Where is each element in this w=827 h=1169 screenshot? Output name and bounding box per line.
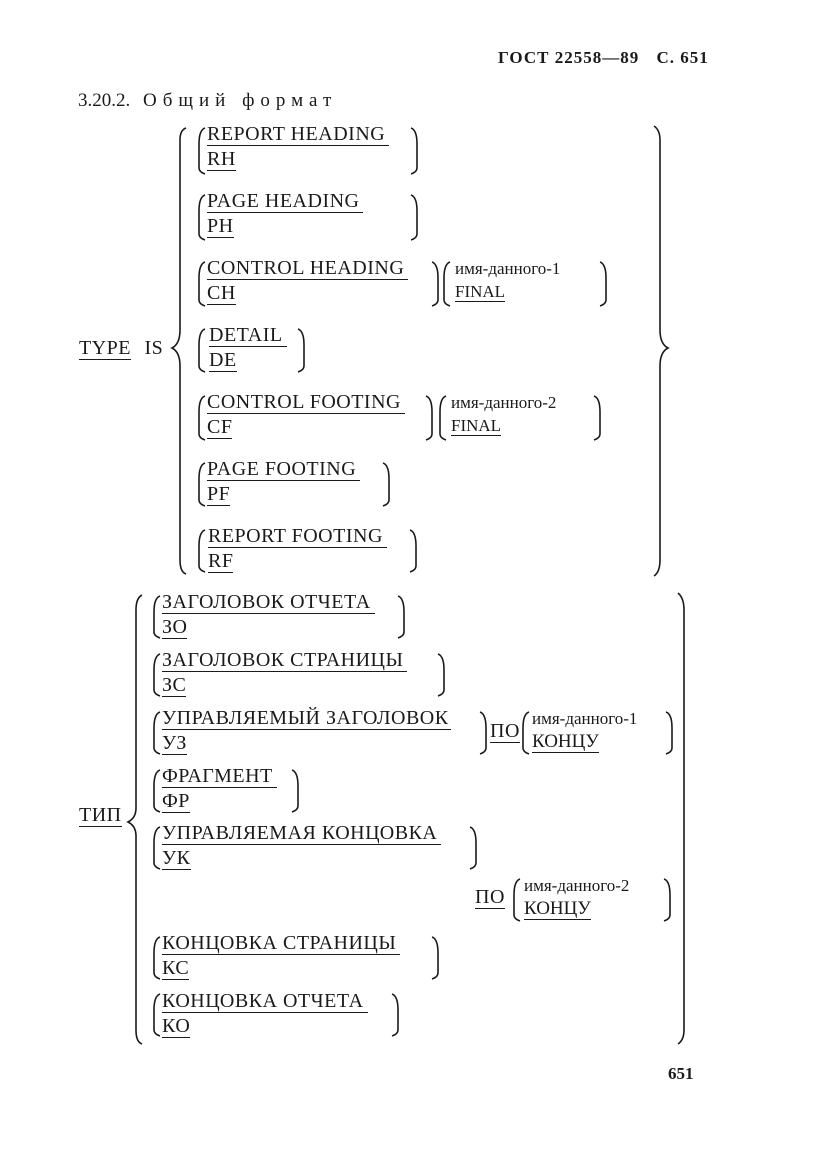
standard-number: ГОСТ 22558—89 [498, 48, 640, 67]
section-number: 3.20.2. [78, 90, 131, 111]
page-reference: С. 651 [656, 48, 709, 67]
ru-group-report-heading [162, 591, 375, 638]
ru-long-keyword: КОНЦОВКА СТРАНИЦЫ [162, 932, 400, 955]
ru-long-keyword: ФРАГМЕНТ [162, 765, 277, 788]
ru-group-page-heading [162, 649, 407, 696]
en-long-keyword: CONTROL FOOTING [207, 391, 405, 414]
ru-group-page-footing [162, 932, 400, 979]
en-short-keyword: RH [207, 148, 236, 170]
en-group-control-heading [207, 257, 408, 304]
en-short-keyword: RF [208, 550, 234, 572]
tip-keyword: ТИП [79, 804, 122, 826]
en-option-control-footing [451, 393, 556, 436]
ru-po-keyword-1: ПО [490, 720, 520, 742]
en-long-keyword: REPORT HEADING [207, 123, 389, 146]
is-keyword: IS [144, 337, 164, 359]
en-short-keyword: PF [207, 483, 231, 505]
type-keyword: TYPE [79, 337, 131, 359]
en-option-data-name: имя-данного-2 [451, 393, 557, 412]
ru-group-control-heading [162, 707, 451, 754]
en-short-keyword: CF [207, 416, 233, 438]
ru-option-end: КОНЦУ [524, 898, 591, 919]
en-option-data-name: имя-данного-1 [455, 259, 561, 278]
en-group-page-heading [207, 190, 363, 237]
ru-option-data-name: имя-данного-2 [524, 876, 630, 895]
en-group-report-heading [207, 123, 389, 170]
en-long-keyword: REPORT FOOTING [208, 525, 387, 548]
ru-group-control-footing [162, 822, 441, 869]
ru-long-keyword: ЗАГОЛОВОК ОТЧЕТА [162, 591, 375, 614]
en-option-final: FINAL [451, 416, 502, 435]
en-group-report-footing [208, 525, 387, 572]
en-short-keyword: PH [207, 215, 234, 237]
section-title: Общий формат [143, 90, 338, 111]
ru-short-keyword: ФР [162, 790, 190, 812]
en-long-keyword: CONTROL HEADING [207, 257, 408, 280]
page-number: 651 [668, 1064, 694, 1083]
en-short-keyword: DE [209, 349, 237, 371]
tip-keyword-row [79, 804, 122, 826]
en-option-control-heading [455, 259, 560, 302]
ru-long-keyword: УПРАВЛЯЕМАЯ КОНЦОВКА [162, 822, 441, 845]
en-option-final: FINAL [455, 282, 506, 301]
ru-short-keyword: УК [162, 847, 191, 869]
en-short-keyword: CH [207, 282, 236, 304]
ru-short-keyword: КО [162, 1015, 191, 1037]
ru-po-keyword-2: ПО [475, 886, 505, 908]
type-keyword-row [79, 337, 163, 359]
en-group-detail [209, 324, 287, 371]
en-group-page-footing [207, 458, 360, 505]
en-long-keyword: DETAIL [209, 324, 287, 347]
ru-option-control-heading [532, 709, 637, 752]
ru-long-keyword: ЗАГОЛОВОК СТРАНИЦЫ [162, 649, 407, 672]
ru-long-keyword: КОНЦОВКА ОТЧЕТА [162, 990, 368, 1013]
ru-short-keyword: ЗС [162, 674, 187, 696]
en-long-keyword: PAGE HEADING [207, 190, 363, 213]
ru-long-keyword: УПРАВЛЯЕМЫЙ ЗАГОЛОВОК [162, 707, 449, 729]
en-group-control-footing [207, 391, 405, 438]
ru-group-report-footing [162, 990, 368, 1037]
ru-option-control-footing [524, 876, 629, 919]
ru-short-keyword: УЗ [162, 732, 187, 754]
ru-group-fragment [162, 765, 277, 812]
ru-option-end: КОНЦУ [532, 731, 599, 752]
ru-short-keyword: КС [162, 957, 190, 979]
ru-short-keyword: ЗО [162, 616, 188, 638]
ru-option-data-name: имя-данного-1 [532, 709, 638, 728]
en-long-keyword: PAGE FOOTING [207, 458, 360, 481]
